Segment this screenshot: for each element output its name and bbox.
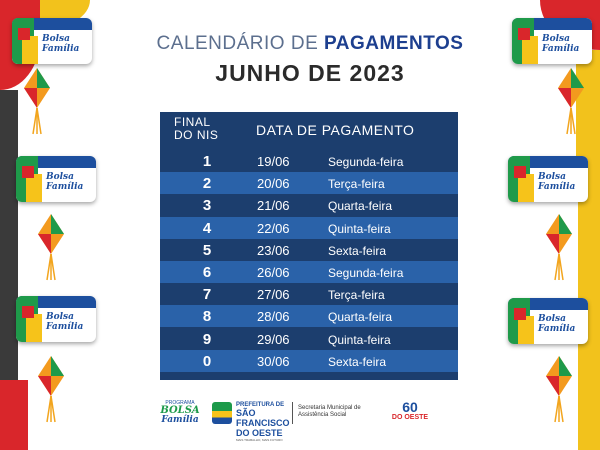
lantern-icon <box>22 66 52 136</box>
nis-digit: 5 <box>202 241 212 259</box>
payment-schedule-table <box>160 112 458 380</box>
nis-digit: 8 <box>202 308 212 326</box>
card-logo-text: Bolsa Família <box>538 314 576 334</box>
secretariat-label: Secretaria Municipal de Assistência Social <box>298 405 361 418</box>
table-row <box>160 150 458 172</box>
lantern-icon <box>544 354 574 424</box>
payment-date: 29/06 <box>257 331 290 347</box>
nis-digit: 1 <box>202 153 212 170</box>
table-row <box>160 217 458 239</box>
card-logo-text: Bolsa Família <box>542 34 580 54</box>
card-logo-text: Bolsa Família <box>46 172 84 192</box>
page-subtitle: JUNHO DE 2023 <box>215 60 405 86</box>
card-logo-text: Bolsa Família <box>538 172 576 192</box>
nis-digit: 2 <box>202 175 212 193</box>
lantern-icon <box>36 354 66 424</box>
nis-digit: 7 <box>202 286 212 304</box>
family-card-image <box>12 18 92 64</box>
title-emphasis: PAGAMENTOS <box>324 33 464 54</box>
lantern-icon <box>556 66 586 136</box>
nis-digit: 4 <box>202 219 212 237</box>
weekday: Quinta-feira <box>328 221 391 236</box>
weekday: Segunda-feira <box>328 155 404 169</box>
payment-date: 28/06 <box>257 309 290 325</box>
table-row <box>160 305 458 327</box>
payment-date: 22/06 <box>257 220 290 236</box>
nis-digit: 9 <box>202 330 212 348</box>
table-row <box>160 350 458 372</box>
payment-date: 19/06 <box>257 154 290 169</box>
lantern-icon <box>544 212 574 282</box>
weekday: Sexta-feira <box>328 354 387 369</box>
footer-logos <box>150 398 440 442</box>
weekday: Quinta-feira <box>328 332 391 347</box>
family-card-image <box>16 156 96 202</box>
page-title <box>130 33 490 55</box>
card-logo-text: Bolsa Família <box>46 312 84 332</box>
card-logo-text: Bolsa Família <box>42 34 80 54</box>
city-logo: PREFEITURA DE SÃO FRANCISCO DO OESTE MAIS TRABALHO, MAIS FUTURO <box>236 402 290 442</box>
family-card-image <box>16 296 96 342</box>
weekday: Terça-feira <box>328 288 385 303</box>
weekday: Sexta-feira <box>328 243 387 258</box>
payment-date: 27/06 <box>257 287 290 303</box>
nis-digit: 3 <box>202 197 212 215</box>
anniversary-logo: 60 DO OESTE <box>391 399 429 421</box>
weekday: Quarta-feira <box>328 310 393 325</box>
family-card-image <box>512 18 592 64</box>
title-prefix: CALENDÁRIO DE <box>156 33 325 54</box>
payment-date: 23/06 <box>257 242 290 258</box>
lantern-icon <box>36 212 66 282</box>
weekday: Terça-feira <box>328 177 385 192</box>
table-row <box>160 239 458 261</box>
family-card-image <box>508 156 588 202</box>
nis-digit: 6 <box>202 264 212 281</box>
weekday: Quarta-feira <box>328 199 393 214</box>
table-header <box>160 112 458 148</box>
column-header-date: DATA DE PAGAMENTO <box>256 122 415 138</box>
payment-date: 30/06 <box>257 353 290 369</box>
corner-decoration-bottom-left <box>0 380 28 450</box>
nis-digit: 0 <box>202 352 212 370</box>
footer-divider <box>292 402 293 424</box>
payment-date: 26/06 <box>257 265 290 280</box>
table-row <box>160 328 458 350</box>
column-header-nis: FINAL DO NIS <box>174 115 219 142</box>
bolsa-familia-logo: PROGRAMA BOLSA Família <box>160 400 200 425</box>
table-row <box>160 172 458 194</box>
city-crest-icon <box>212 402 232 424</box>
payment-date: 20/06 <box>257 176 290 192</box>
table-row <box>160 261 458 283</box>
weekday: Segunda-feira <box>328 266 404 280</box>
payment-date: 21/06 <box>257 198 290 214</box>
family-card-image <box>508 298 588 344</box>
table-row <box>160 283 458 305</box>
table-row <box>160 194 458 216</box>
